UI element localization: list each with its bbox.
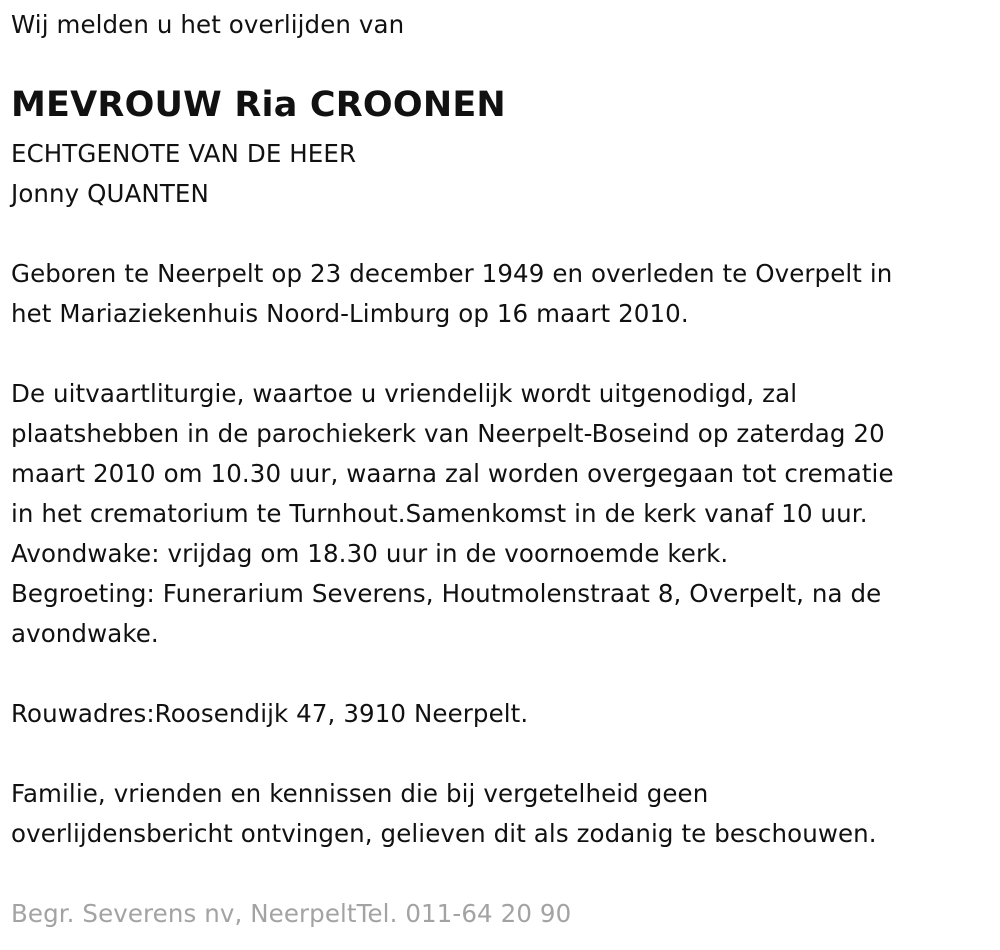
ceremony-line: De uitvaartliturgie, waartoe u vriendelijk wordt uitgenodigd, zal <box>11 379 798 408</box>
greeting-line: avondwake. <box>11 619 159 648</box>
ceremony-line: plaatshebben in de parochiekerk van Neerpelt-Boseind op zaterdag 20 <box>11 419 885 448</box>
relation-text: ECHTGENOTE VAN DE HEER <box>11 139 357 168</box>
spouse-name: Jonny QUANTEN <box>11 179 209 208</box>
ceremony-line: in het crematorium te Turnhout.Samenkomst in de kerk vanaf 10 uur. <box>11 499 868 528</box>
intro-text: Wij melden u het overlijden van <box>11 10 405 39</box>
closing-line: Familie, vrienden en kennissen die bij vergetelheid geen <box>11 779 709 808</box>
greeting-line: Begroeting: Funerarium Severens, Houtmolenstraat 8, Overpelt, na de <box>11 579 882 608</box>
mourning-address: Rouwadres:Roosendijk 47, 3910 Neerpelt. <box>11 699 529 728</box>
birth-death-line: het Mariaziekenhuis Noord-Limburg op 16 maart 2010. <box>11 299 689 328</box>
ceremony-line: maart 2010 om 10.30 uur, waarna zal worden overgegaan tot crematie <box>11 459 894 488</box>
closing-line: overlijdensbericht ontvingen, gelieven dit als zodanig te beschouwen. <box>11 819 877 848</box>
funeral-home-footer: Begr. Severens nv, NeerpeltTel. 011-64 20 90 <box>11 899 572 928</box>
deceased-name: MEVROUW Ria CROONEN <box>11 85 506 125</box>
wake-line: Avondwake: vrijdag om 18.30 uur in de voornoemde kerk. <box>11 539 729 568</box>
birth-death-line: Geboren te Neerpelt op 23 december 1949 en overleden te Overpelt in <box>11 259 893 288</box>
